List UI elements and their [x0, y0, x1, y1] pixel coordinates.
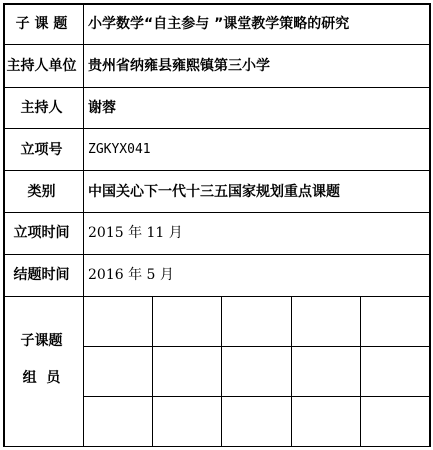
row-divider — [3, 296, 431, 297]
row-divider — [3, 254, 431, 255]
category-value: 中国关心下一代十三五国家规划重点课题 — [88, 184, 340, 200]
completion-date-label: 结题时间 — [13, 267, 70, 283]
member-grid-divider — [83, 396, 431, 397]
member-column-divider — [360, 296, 361, 447]
host-unit-label: 主持人单位 — [6, 58, 77, 74]
table-border-bottom — [3, 446, 431, 447]
member-column-divider — [152, 296, 153, 447]
member-column-divider — [291, 296, 292, 447]
table-border-top — [3, 3, 431, 5]
label-column-divider — [83, 3, 84, 447]
project-number-value: ZGKYX041 — [88, 142, 151, 157]
table-border-right — [429, 3, 431, 447]
row-divider — [3, 170, 431, 171]
row-divider — [3, 44, 431, 45]
category-label: 类别 — [27, 184, 56, 200]
approval-date-label: 立项时间 — [13, 225, 70, 241]
row-divider — [3, 87, 431, 88]
subtopic-value: 小学数学“自主参与 ”课堂教学策略的研究 — [88, 16, 350, 32]
host-label: 主持人 — [20, 100, 63, 116]
row-divider — [3, 128, 431, 129]
member-grid-divider — [83, 346, 431, 347]
host-value: 谢蓉 — [88, 100, 116, 116]
host-unit-value: 贵州省纳雍县雍熙镇第三小学 — [88, 58, 270, 74]
project-number-label: 立项号 — [20, 142, 63, 158]
subtopic-label: 子 课 题 — [15, 16, 68, 32]
approval-date-value: 2015 年 11 月 — [88, 225, 183, 241]
completion-date-value: 2016 年 5 月 — [88, 267, 174, 283]
members-label-line1: 子课题 — [20, 333, 63, 349]
row-divider — [3, 212, 431, 213]
members-label-line2: 组 员 — [22, 370, 61, 386]
member-column-divider — [221, 296, 222, 447]
